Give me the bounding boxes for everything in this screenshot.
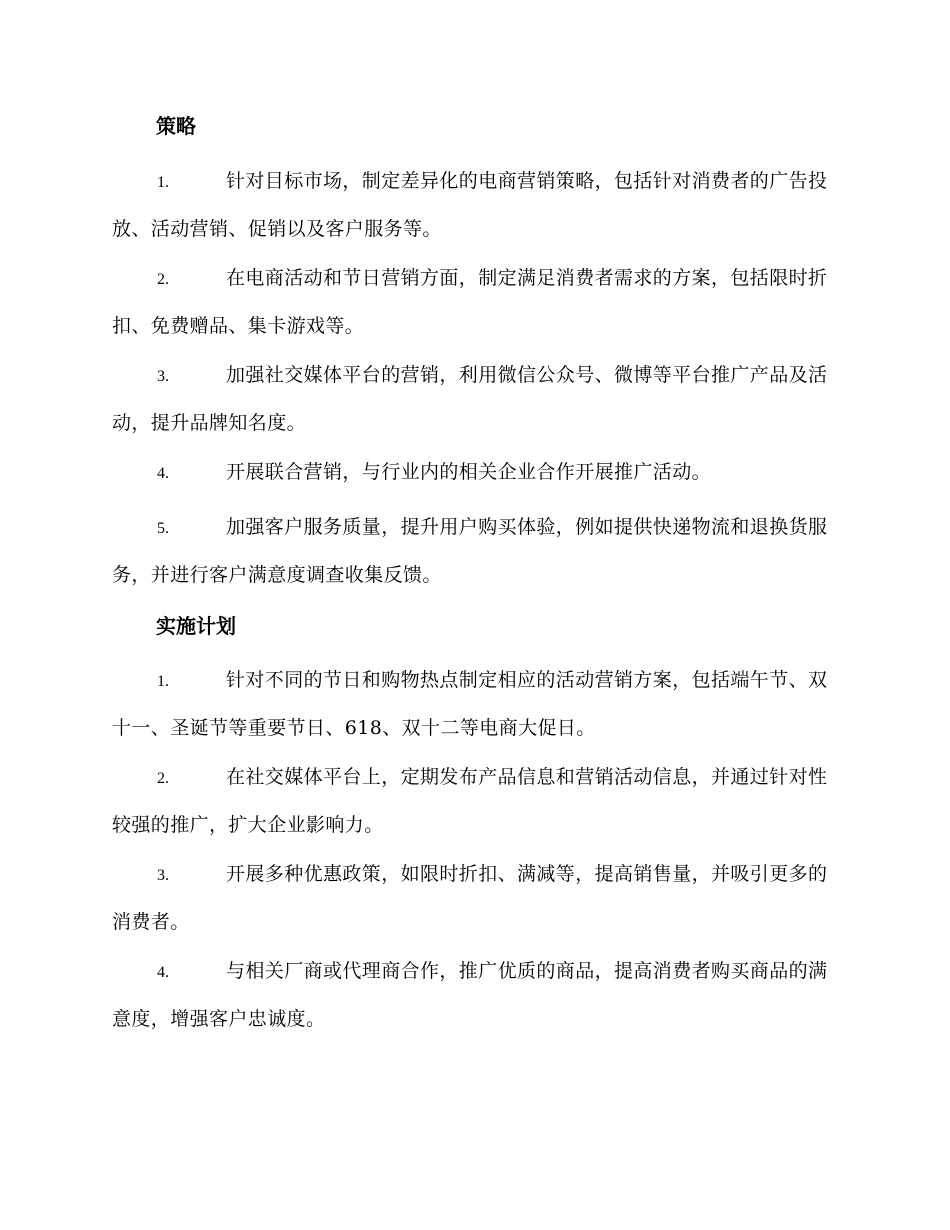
list-number: 4.	[157, 964, 169, 981]
plan-item-4	[112, 948, 834, 1043]
list-text: 在社交媒体平台上，定期发布产品信息和营销活动信息，并通过针对性较强的推广，扩大企业影响力。	[112, 766, 828, 836]
list-text: 在电商活动和节日营销方面，制定满足消费者需求的方案，包括限时折扣、免费赠品、集卡游戏等。	[112, 267, 828, 337]
list-text: 针对不同的节日和购物热点制定相应的活动营销方案，包括端午节、双十一、圣诞节等重要节日、618、双十二等电商大促日。	[112, 669, 828, 739]
plan-heading: 实施计划	[156, 614, 236, 638]
list-text: 加强客户服务质量，提升用户购买体验，例如提供快递物流和退换货服务，并进行客户满意度调查收集反馈。	[112, 516, 828, 586]
plan-item-2	[112, 754, 834, 849]
strategy-item-3	[112, 352, 834, 447]
list-number: 1.	[157, 673, 169, 690]
list-text: 与相关厂商或代理商合作，推广优质的商品，提高消费者购买商品的满意度，增强客户忠诚度。	[112, 960, 828, 1030]
plan-item-1	[112, 657, 834, 752]
strategy-item-1	[112, 158, 834, 253]
plan-item-3	[112, 851, 834, 946]
list-number: 1.	[157, 174, 169, 191]
list-text: 针对目标市场，制定差异化的电商营销策略，包括针对消费者的广告投放、活动营销、促销以及客户服务等。	[112, 170, 828, 240]
list-number: 2.	[157, 271, 169, 288]
list-text: 加强社交媒体平台的营销，利用微信公众号、微博等平台推广产品及活动，提升品牌知名度。	[112, 364, 828, 434]
strategy-item-5	[112, 504, 834, 599]
list-text: 开展多种优惠政策，如限时折扣、满减等，提高销售量，并吸引更多的消费者。	[112, 863, 828, 933]
list-number: 4.	[157, 465, 169, 482]
strategy-heading: 策略	[156, 114, 196, 138]
list-text: 开展联合营销，与行业内的相关企业合作开展推广活动。	[226, 461, 712, 483]
list-number: 5.	[157, 520, 169, 537]
strategy-item-4	[112, 449, 834, 497]
strategy-item-2	[112, 255, 834, 350]
list-number: 3.	[157, 867, 169, 884]
list-number: 3.	[157, 368, 169, 385]
list-number: 2.	[157, 770, 169, 787]
